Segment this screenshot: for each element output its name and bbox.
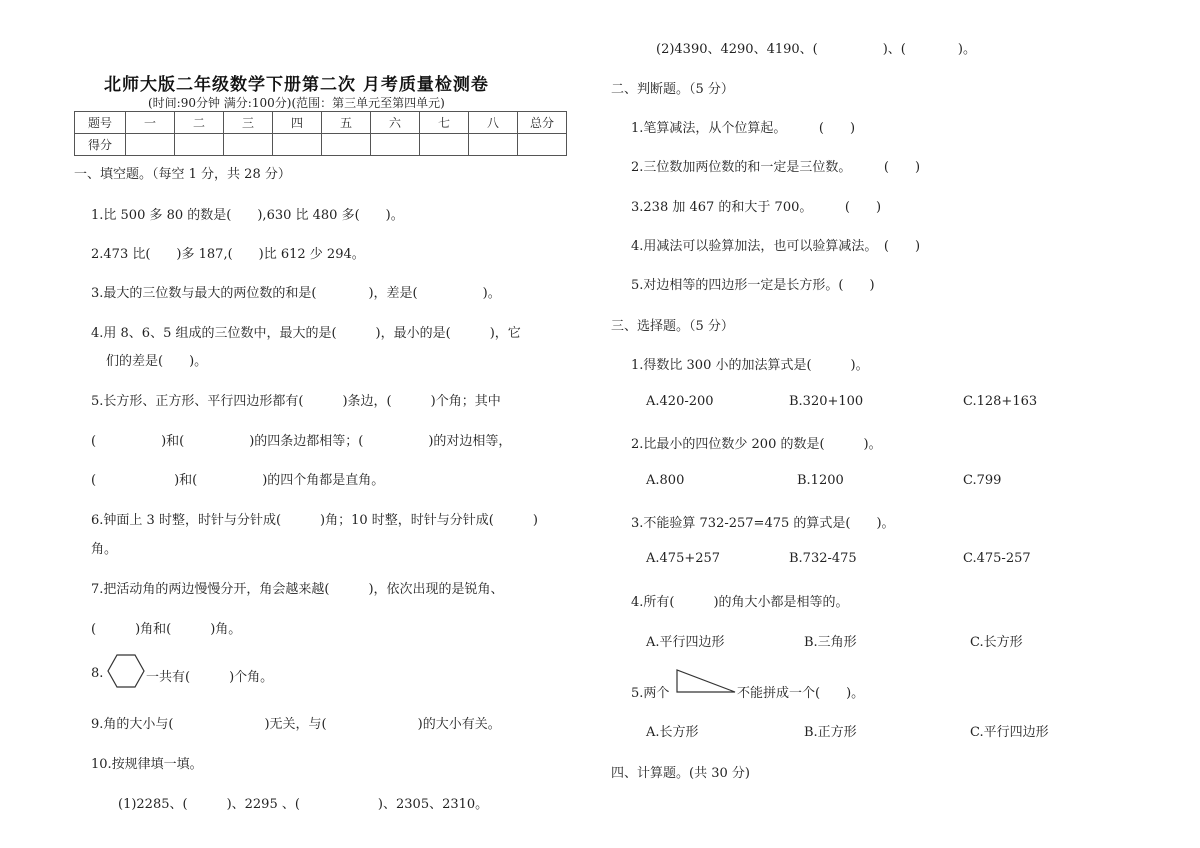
choice-4: 4.所有( )的角大小都是相等的。 bbox=[631, 595, 849, 610]
score-cell[interactable] bbox=[518, 134, 567, 156]
choice-5-option-c: C.平行四边形 bbox=[970, 725, 1049, 740]
question-10: 10.按规律填一填。 bbox=[91, 757, 203, 772]
question-5-line-3: ( )和( )的四个角都是直角。 bbox=[91, 473, 385, 488]
score-table-score-row bbox=[75, 134, 567, 156]
question-7-line-2: ( )角和( )角。 bbox=[91, 622, 242, 637]
score-cell[interactable] bbox=[322, 134, 371, 156]
score-cell[interactable] bbox=[273, 134, 322, 156]
question-8-number: 8. bbox=[91, 666, 104, 681]
choice-3-option-b: B.732-475 bbox=[789, 551, 857, 566]
question-10-part-1: (1)2285、( )、2295 、( )、2305、2310。 bbox=[118, 797, 489, 812]
score-cell[interactable] bbox=[224, 134, 273, 156]
score-header-cell: 三 bbox=[224, 112, 273, 134]
choice-3-option-c: C.475-257 bbox=[963, 551, 1031, 566]
score-header-cell: 八 bbox=[469, 112, 518, 134]
section-fill-in-title: 一、填空题。（每空 1 分，共 28 分） bbox=[74, 167, 291, 182]
choice-5-option-b: B.正方形 bbox=[804, 725, 857, 740]
score-cell[interactable] bbox=[126, 134, 175, 156]
question-1: 1.比 500 多 80 的数是( ),630 比 480 多( )。 bbox=[91, 208, 404, 223]
choice-1-option-b: B.320+100 bbox=[789, 394, 864, 409]
question-4-line-2: 们的差是( )。 bbox=[106, 354, 208, 369]
question-6-line-1: 6.钟面上 3 时整，时针与分针成( )角；10 时整，时针与分针成( ) bbox=[91, 513, 538, 528]
section-choice-title: 三、选择题。（5 分） bbox=[611, 319, 734, 334]
question-2: 2.473 比( )多 187,( )比 612 少 294。 bbox=[91, 247, 365, 262]
choice-4-option-a: A.平行四边形 bbox=[646, 635, 725, 650]
hexagon-figure bbox=[107, 654, 145, 688]
judge-2: 2.三位数加两位数的和一定是三位数。 ( ) bbox=[631, 160, 921, 175]
choice-5-prefix: 5.两个 bbox=[631, 686, 670, 701]
judge-1: 1.笔算减法，从个位算起。 ( ) bbox=[631, 121, 856, 136]
question-4-line-1: 4.用 8、6、5 组成的三位数中，最大的是( )，最小的是( )，它 bbox=[91, 326, 521, 341]
page-subtitle: (时间:90分钟 满分:100分)(范围：第三单元至第四单元) bbox=[148, 96, 445, 110]
question-3: 3.最大的三位数与最大的两位数的和是( )，差是( )。 bbox=[91, 286, 501, 301]
choice-1-option-c: C.128+163 bbox=[963, 394, 1038, 409]
judge-5: 5.对边相等的四边形一定是长方形。( ) bbox=[631, 278, 875, 293]
score-header-cell: 一 bbox=[126, 112, 175, 134]
score-cell[interactable] bbox=[469, 134, 518, 156]
score-header-cell: 五 bbox=[322, 112, 371, 134]
question-5-line-1: 5.长方形、正方形、平行四边形都有( )条边，( )个角；其中 bbox=[91, 394, 501, 409]
question-9: 9.角的大小与( )无关，与( )的大小有关。 bbox=[91, 717, 501, 732]
choice-3: 3.不能验算 732-257=475 的算式是( )。 bbox=[631, 516, 895, 531]
page-title: 北师大版二年级数学下册第二次 月考质量检测卷 bbox=[104, 75, 489, 95]
score-header-cell: 四 bbox=[273, 112, 322, 134]
choice-3-option-a: A.475+257 bbox=[646, 551, 721, 566]
score-header-cell: 二 bbox=[175, 112, 224, 134]
section-calculation-title: 四、计算题。(共 30 分) bbox=[611, 766, 750, 781]
score-header-cell: 七 bbox=[420, 112, 469, 134]
score-row-label: 得分 bbox=[75, 134, 126, 156]
choice-5-option-a: A.长方形 bbox=[646, 725, 699, 740]
choice-4-option-b: B.三角形 bbox=[804, 635, 857, 650]
score-header-cell: 题号 bbox=[75, 112, 126, 134]
score-header-cell: 六 bbox=[371, 112, 420, 134]
question-6-line-2: 角。 bbox=[91, 542, 118, 557]
choice-1: 1.得数比 300 小的加法算式是( )。 bbox=[631, 358, 869, 373]
choice-2-option-c: C.799 bbox=[963, 473, 1002, 488]
question-10-part-2: (2)4390、4290、4190、( )、( )。 bbox=[656, 42, 976, 57]
score-cell[interactable] bbox=[420, 134, 469, 156]
score-header-cell: 总分 bbox=[518, 112, 567, 134]
choice-2-option-a: A.800 bbox=[646, 473, 685, 488]
right-triangle-figure bbox=[675, 668, 737, 694]
score-cell[interactable] bbox=[371, 134, 420, 156]
judge-4: 4.用减法可以验算加法，也可以验算减法。 ( ) bbox=[631, 239, 921, 254]
choice-1-option-a: A.420-200 bbox=[646, 394, 714, 409]
score-cell[interactable] bbox=[175, 134, 224, 156]
choice-5-text: 不能拼成一个( )。 bbox=[737, 686, 865, 701]
choice-2-option-b: B.1200 bbox=[797, 473, 844, 488]
question-5-line-2: ( )和( )的四条边都相等；( )的对边相等， bbox=[91, 434, 512, 449]
judge-3: 3.238 加 467 的和大于 700。 ( ) bbox=[631, 200, 882, 215]
score-table-header-row bbox=[75, 112, 567, 134]
section-true-false-title: 二、判断题。（5 分） bbox=[611, 82, 734, 97]
question-7-line-1: 7.把活动角的两边慢慢分开，角会越来越( )，依次出现的是锐角、 bbox=[91, 582, 504, 597]
choice-4-option-c: C.长方形 bbox=[970, 635, 1023, 650]
score-table bbox=[74, 111, 567, 156]
choice-2: 2.比最小的四位数少 200 的数是( )。 bbox=[631, 437, 882, 452]
question-8-text: 一共有( )个角。 bbox=[146, 670, 274, 685]
